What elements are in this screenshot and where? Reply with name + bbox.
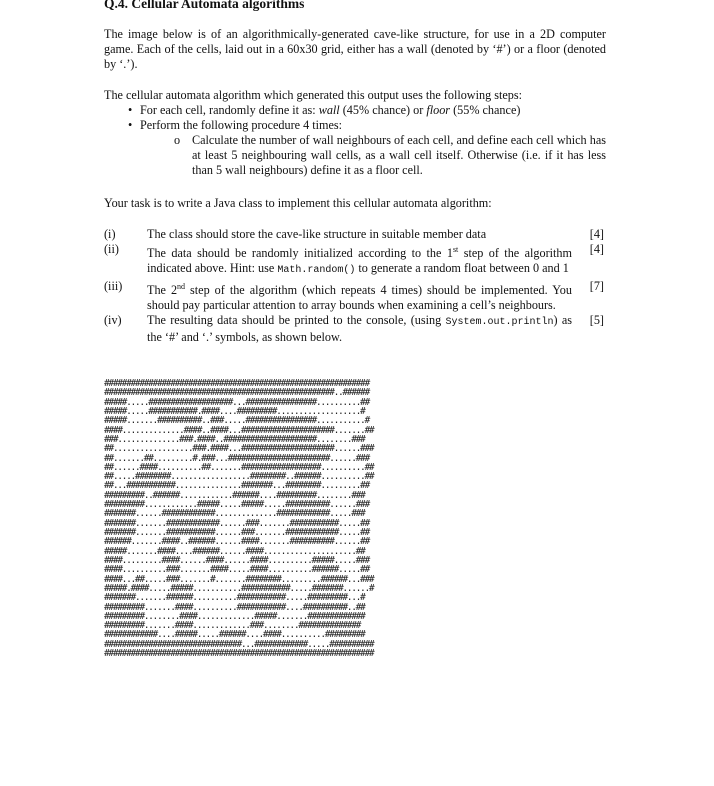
cave-grid-row: ##..................###.####...#####################......### <box>104 443 374 455</box>
question-title: Q.4. Cellular Automata algorithms <box>104 0 305 11</box>
task-item: (ii) The data should be randomly initialized according to the 1st step of the algorithm indicated above. Hint: use Math.random() to generate a random float between 0 and 1 [4] <box>104 242 604 277</box>
task-item: (i) The class should store the cave-like structure in suitable member data [4] <box>104 227 604 241</box>
marks-label: [7] <box>589 278 604 293</box>
cave-grid-row: #######.......######..........###########.....#########...# <box>104 592 365 604</box>
algorithm-lead: The cellular automata algorithm which generated this output uses the following steps: <box>104 88 522 102</box>
cave-grid-row: ####################################################..###### <box>104 387 369 399</box>
cave-grid <box>104 379 373 658</box>
cave-grid-row: ###############################...############.....########## <box>104 638 374 650</box>
task-intro: Your task is to write a Java class to implement this cellular automata algorithm: <box>104 196 492 210</box>
cave-grid-row: ######.......####..######......####.......##########......## <box>104 536 369 548</box>
cave-grid-row: #########............#####.....#####.....##########......### <box>104 499 369 511</box>
step-1: • For each cell, randomly define it as: wall (45% chance) or floor (55% chance) <box>128 103 521 117</box>
code-snippet: System.out.println <box>445 317 554 329</box>
cave-grid-row: ####..........###.......####.....####..........######.....## <box>104 564 369 576</box>
step-2: • Perform the following procedure 4 times: <box>128 118 343 132</box>
cave-grid-row: ####.........####......####......####..........#####.....### <box>104 554 369 566</box>
bullet-icon: • <box>128 118 133 132</box>
cave-grid-row: #####.......##########..###.....################...........# <box>104 415 369 427</box>
marks-label: [5] <box>589 313 604 328</box>
task-item: (iv) The resulting data should be printed to the console, (using System.out.println) as the ‘#’ and ‘.’ symbols, as shown below. [5] <box>104 313 604 345</box>
cave-grid-row: #########........####.............#####.......############# <box>104 610 365 622</box>
cave-grid-row: #######......############..............############.....### <box>104 508 365 520</box>
task-item: (iii) The 2nd step of the algorithm (which repeats 4 times) should be implemented. You should pay particular attention to array bounds when examining a cell’s neighbours. [7] <box>104 278 604 312</box>
algorithm-steps <box>104 103 614 178</box>
code-snippet: Math.random() <box>277 265 356 277</box>
step-2-substep: o Calculate the number of wall neighbours of each cell, and define each cell which has at least 5 neighbouring wall cells, as a wall cell itself. Otherwise (i.e. if it has less than 5 wall neighbours) define it as a floor cell. <box>174 133 606 177</box>
cave-grid-row: #######.......###########......###.......############.....## <box>104 527 369 538</box>
cave-grid-row: #####.....###################...################..........## <box>104 396 369 408</box>
cave-grid-row: ##...###########...............#######...########.........## <box>104 480 369 492</box>
cave-grid-row: ##.....########..................########..######..........## <box>104 471 374 483</box>
cave-grid-row: #########.......####..........###########....##########..## <box>104 601 365 613</box>
cave-grid-row: #####.####.....#####...........###########.....#######......# <box>104 582 374 594</box>
cave-grid-row: ############....#####.....######....####..........######### <box>104 629 365 641</box>
circle-bullet-icon: o <box>174 133 181 147</box>
cave-grid-row: #####.....###########.####....#########...................# <box>104 405 365 417</box>
cave-grid-row: #########.......####.............###........############## <box>104 620 361 632</box>
cave-grid-row: #######.......############......###.......###########.....## <box>104 517 369 529</box>
cave-grid-row: ############################################################ <box>104 378 369 389</box>
task-list <box>104 227 612 346</box>
bullet-icon: • <box>128 103 133 117</box>
cave-grid-row: ####..............####..####...#####################.......## <box>104 424 374 436</box>
cave-grid-row: #########..######............######....#########........### <box>104 489 365 501</box>
intro-paragraph: The image below is of an algorithmically-generated cave-like structure, for use in a 2D computer game. Each of the cells, laid out in a 60x30 grid, either has a wall (denoted by ‘#’) or a floor (denoted by ‘.’). <box>104 27 606 71</box>
cave-grid-row: ###..............###.####..#####################........### <box>104 433 365 445</box>
cave-grid-row: ############################################################# <box>104 648 374 660</box>
cave-grid-row: ##......####..........##.......##################..........## <box>104 461 374 473</box>
marks-label: [4] <box>589 227 604 241</box>
cave-grid-row: ##.......##.........#.###...#######################......### <box>104 452 369 464</box>
marks-label: [4] <box>589 242 604 257</box>
cave-grid-row: ####...##.....###.......#.......########.........######...### <box>104 573 374 585</box>
cave-grid-row: #####.......####....######......####.....................## <box>104 545 365 557</box>
